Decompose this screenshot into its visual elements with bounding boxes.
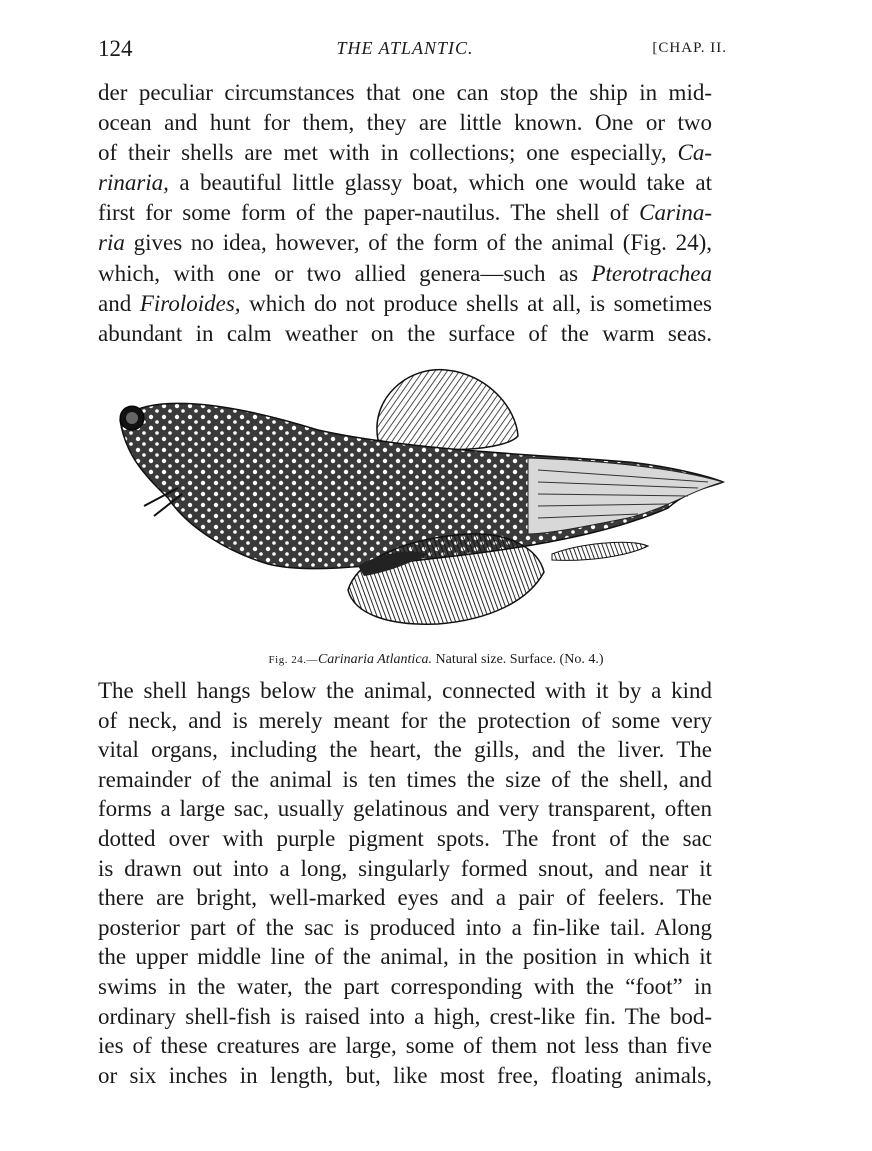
text-line: of their shells are met with in collections; one especially, Ca-	[98, 140, 712, 166]
text-line: the upper middle line of the animal, in the position in which it	[98, 944, 712, 970]
text-line: or six inches in length, but, like most free, floating animals,	[98, 1062, 712, 1088]
text-line: ordinary shell-fish is raised into a high, crest-like fin. The bod-	[98, 1003, 712, 1029]
text-line: The shell hangs below the animal, connected with it by a kind	[98, 678, 712, 703]
ventral-fin	[552, 542, 648, 560]
paragraph-bottom	[98, 676, 712, 1090]
text-line: ies of these creatures are large, some of them not less than five	[98, 1033, 712, 1059]
text-line: abundant in calm weather on the surface of the warm seas.	[98, 320, 712, 346]
text-line: remainder of the animal is ten times the size of the shell, and	[98, 766, 712, 792]
text-line: dotted over with purple pigment spots. The front of the sac	[98, 825, 712, 851]
text-line: forms a large sac, usually gelatinous and very transparent, often	[98, 796, 712, 822]
page-header	[98, 36, 727, 66]
carinaria-illustration	[108, 358, 732, 648]
text-line: swims in the water, the part corresponding with the “foot” in	[98, 973, 712, 999]
text-line: ocean and hunt for them, they are little known. One or two	[98, 110, 712, 136]
text-line: there are bright, well-marked eyes and a pair of feelers. The	[98, 885, 712, 911]
text-line: posterior part of the sac is produced into a fin-like tail. Along	[98, 914, 712, 940]
text-line: first for some form of the paper-nautilus. The shell of Carina-	[98, 200, 712, 226]
paragraph-top	[98, 78, 712, 349]
page-number: 124	[98, 36, 133, 61]
text-line: and Firoloides, which do not produce shells at all, is sometimes	[98, 290, 712, 316]
text-line: ria gives no idea, however, of the form of the animal (Fig. 24),	[98, 230, 712, 256]
text-line: of neck, and is merely meant for the protection of some very	[98, 707, 712, 733]
text-line: der peculiar circumstances that one can stop the ship in mid-	[98, 80, 712, 105]
text-line: which, with one or two allied genera—such as Pterotrachea	[98, 260, 712, 286]
chapter-label: [CHAP. II.	[652, 40, 727, 56]
text-line: is drawn out into a long, singularly formed snout, and near it	[98, 855, 712, 881]
figure-caption: Fig. 24.—Carinaria Atlantica. Natural size. Surface. (No. 4.)	[268, 652, 604, 667]
text-line: rinaria, a beautiful little glassy boat, which one would take at	[98, 170, 712, 196]
text-line: vital organs, including the heart, the gills, and the liver. The	[98, 737, 712, 763]
running-title: THE ATLANTIC.	[336, 38, 474, 58]
crest-fin	[377, 370, 518, 450]
